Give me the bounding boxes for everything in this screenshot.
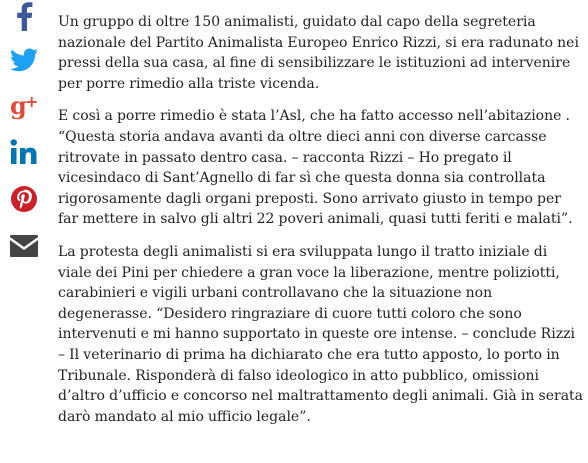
pinterest-share-button[interactable] <box>8 183 40 215</box>
google-plus-share-button[interactable] <box>8 90 40 122</box>
twitter-share-button[interactable] <box>8 44 40 76</box>
linkedin-icon <box>10 138 38 166</box>
facebook-share-button[interactable] <box>8 0 40 32</box>
twitter-icon <box>10 48 38 72</box>
linkedin-share-button[interactable] <box>8 136 40 168</box>
facebook-icon <box>14 1 34 31</box>
svg-text:g: g <box>10 92 27 120</box>
article-paragraph: E così a porre rimedio è stata l’Asl, che ha fatto accesso nell’abitazione . “Questa storia andava avanti da oltre dieci anni con diverse carcasse ritrovate in passato dentro casa. – racconta Rizzi – Ho pregato il vicesindaco di Sant’Agnello di far sì che questa donna sia controllata rigorosamente dagli organi preposti. Sono arrivato giusto in tempo per far mettere in salvo gli altri 22 poveri animali, quasi tutti feriti e malati”. <box>58 108 573 228</box>
article-body <box>58 12 584 439</box>
article-paragraph: La protesta degli animalisti si era sviluppata lungo il tratto iniziale di viale dei Pini per chiedere a gran voce la liberazione, mentre poliziotti, carabinieri e vigili urbani controllavano che la situazione non degenerasse. “Desidero ringraziare di cuore tutti coloro che sono intervenuti e mi hanno supportato in queste ore intense. – conclude Rizzi – Il veterinario di prima ha dichiarato che era tutto apposto, lo porto in Tribunale. Risponderà di falso ideologico in atto pubblico, omissioni d’altro d’ufficio e concorso nel maltrattamento degli animali. Già in serata darò mandato al mio ufficio legale”. <box>58 243 584 425</box>
email-share-button[interactable] <box>8 230 40 262</box>
google-plus-icon <box>9 92 39 120</box>
email-icon <box>9 234 39 258</box>
svg-text:+: + <box>25 92 39 111</box>
pinterest-icon <box>10 185 38 213</box>
article-paragraph: Un gruppo di oltre 150 animalisti, guidato dal capo della segreteria nazionale del Partito Animalista Europeo Enrico Rizzi, si era radunato nei pressi della sua casa, al fine di sensibilizzare le istituzioni ad intervenire per porre rimedio alla triste vicenda. <box>58 14 579 92</box>
